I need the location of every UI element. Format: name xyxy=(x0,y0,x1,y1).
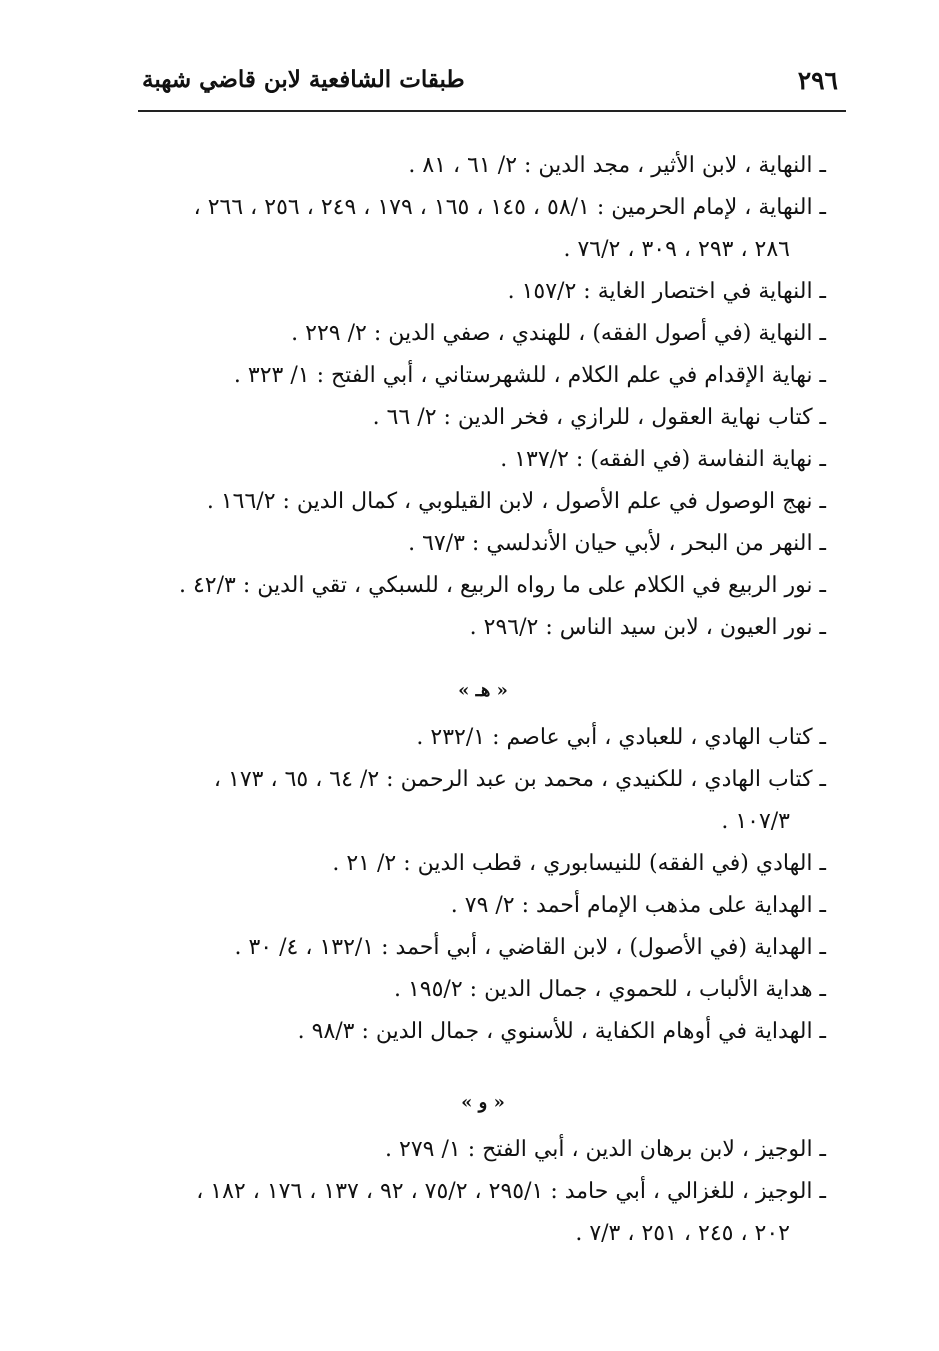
index-entry: ـ الهادي (في الفقه) للنيسابوري ، قطب الدين : ٢/ ٢١ . xyxy=(332,851,826,876)
section-heading-waw: « و » xyxy=(461,1092,505,1113)
running-header xyxy=(138,58,846,102)
index-entry: ـ نهج الوصول في علم الأصول ، لابن القيلوبي ، كمال الدين : ١٦٦/٢ . xyxy=(206,489,826,514)
index-entry-continuation: ١٠٧/٣ . xyxy=(721,809,790,834)
index-entry: ـ نهاية النفاسة (في الفقه) : ١٣٧/٢ . xyxy=(500,447,826,472)
index-entry: ـ النهر من البحر ، لأبي حيان الأندلسي : ٦٧/٣ . xyxy=(408,531,826,556)
index-entry: ـ النهاية ، لابن الأثير ، مجد الدين : ٢/ ٦١ ، ٨١ . xyxy=(408,153,826,178)
index-entry: ـ الهداية على مذهب الإمام أحمد : ٢/ ٧٩ . xyxy=(450,893,826,918)
index-entry: ـ الهداية (في الأصول) ، لابن القاضي ، أبي أحمد : ١٣٢/١ ، ٤/ ٣٠ . xyxy=(234,935,826,960)
index-entry: ـ الوجيز ، للغزالي ، أبي حامد : ٢٩٥/١ ، ٧٥/٢ ، ٩٢ ، ١٣٧ ، ١٧٦ ، ١٨٢ ، xyxy=(196,1179,826,1204)
index-entry: ـ كتاب الهادي ، للكنيدي ، محمد بن عبد الرحمن : ٢/ ٦٤ ، ٦٥ ، ١٧٣ ، xyxy=(213,767,826,792)
header-rule xyxy=(138,110,846,112)
index-entry: ـ النهاية ، لإمام الحرمين : ٥٨/١ ، ١٤٥ ، ١٦٥ ، ١٧٩ ، ٢٤٩ ، ٢٥٦ ، ٢٦٦ ، xyxy=(193,195,826,220)
index-entry: ـ نور العيون ، لابن سيد الناس : ٢٩٦/٢ . xyxy=(469,615,826,640)
index-entry: ـ النهاية في اختصار الغاية : ١٥٧/٢ . xyxy=(507,279,826,304)
index-entry: ـ النهاية (في أصول الفقه) ، للهندي ، صفي الدين : ٢/ ٢٢٩ . xyxy=(291,321,826,346)
index-entry: ـ نهاية الإقدام في علم الكلام ، للشهرستاني ، أبي الفتح : ١/ ٣٢٣ . xyxy=(233,363,826,388)
index-entries xyxy=(140,145,826,1255)
page-number: ٢٩٦ xyxy=(797,66,838,95)
index-entry: ـ نور الربيع في الكلام على ما رواه الربيع ، للسبكي ، تقي الدين : ٤٢/٣ . xyxy=(178,573,826,598)
index-entry: ـ الهداية في أوهام الكفاية ، للأسنوي ، جمال الدين : ٩٨/٣ . xyxy=(297,1019,826,1044)
index-entry: ـ الوجيز ، لابن برهان الدين ، أبي الفتح : ١/ ٢٧٩ . xyxy=(385,1137,826,1162)
index-entry: ـ كتاب نهاية العقول ، للرازي ، فخر الدين : ٢/ ٦٦ . xyxy=(372,405,826,430)
index-entry: ـ هداية الألباب ، للحموي ، جمال الدين : ١٩٥/٢ . xyxy=(393,977,826,1002)
section-heading-ha: « هـ » xyxy=(458,680,508,701)
index-entry-continuation: ٢٠٢ ، ٢٤٥ ، ٢٥١ ، ٧/٣ . xyxy=(575,1221,790,1246)
index-entry: ـ كتاب الهادي ، للعبادي ، أبي عاصم : ٢٣٢/١ . xyxy=(416,725,826,750)
book-title: طبقات الشافعية لابن قاضي شهبة xyxy=(142,66,465,93)
index-entry-continuation: ٢٨٦ ، ٢٩٣ ، ٣٠٩ ، ٧٦/٢ . xyxy=(563,237,790,262)
